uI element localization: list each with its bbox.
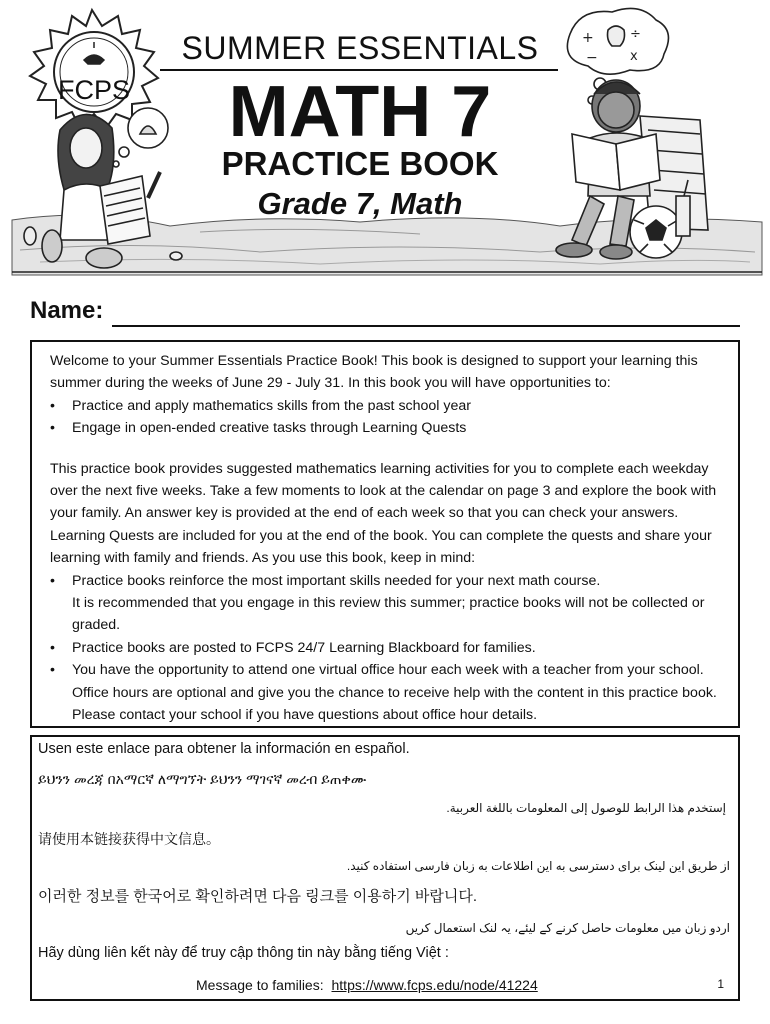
list-item: • Practice books reinforce the most important skills needed for your next math course. It is recommended that you engage in this review this summer; practice books will not be collected or graded. xyxy=(50,572,705,634)
chinese-link-text[interactable]: 请使用本链接获得中文信息。 xyxy=(38,831,220,847)
logo-text: FCPS xyxy=(57,75,131,105)
svg-text:x: x xyxy=(630,49,638,64)
arabic-link-text[interactable]: إستخدم هذا الرابط للوصول إلى المعلومات باللغة العربية. xyxy=(446,801,726,815)
farsi-link-text[interactable]: از طریق این لینک برای دسترسی به این اطلاعات به زبان فارسی استفاده کنید. xyxy=(346,859,730,873)
message-to-families xyxy=(196,977,538,993)
urdu-link-text[interactable]: اردو زبان میں معلومات حاصل کرنے کے لیئے، یہ لنک استعمال کریں xyxy=(405,921,730,935)
families-link[interactable]: https://www.fcps.edu/node/41224 xyxy=(331,977,538,993)
welcome-details: This practice book provides suggested mathematics learning activities for you to complete each weekday over the next five weeks. Take a few moments to look at the calendar on page 3 and explore the book with your family. An answer key is provided at the end of each week so that you can check your answers. Learning Quests are included for you at the end of the book. You can complete the quests and share your learning with family and friends. As you use this book, keep in mind: xyxy=(50,460,717,567)
language-links-box xyxy=(30,735,740,1001)
amharic-link-text[interactable]: ይህንን መረጃ በአማርኛ ለማግኘት ይህንን ማገናኛ መረብ ይጠቀሙ xyxy=(38,771,367,787)
list-item-continuation: It is recommended that you engage in this review this summer; practice books will not be collected or graded. xyxy=(72,595,705,634)
title-underline xyxy=(160,69,558,71)
vietnamese-link-text[interactable]: Hãy dùng liên kết này để truy cập thông tin này bằng tiếng Việt : xyxy=(38,945,449,961)
keep-in-mind-list xyxy=(50,570,724,727)
page-number: 1 xyxy=(717,977,724,991)
main-title: MATH 7 xyxy=(228,72,492,152)
welcome-intro: Welcome to your Summer Essentials Practice Book! This book is designed to support your learning this summer during the weeks of June 29 - July 31. In this book you will have opportunities to: xyxy=(50,353,698,392)
boy-reading-illustration xyxy=(556,8,708,259)
name-input-line[interactable] xyxy=(112,325,740,327)
list-item: • Engage in open-ended creative tasks through Learning Quests xyxy=(50,420,467,437)
korean-link-text[interactable]: 이러한 정보를 한국어로 확인하려면 다음 링크를 이용하기 바랍니다. xyxy=(38,888,478,905)
svg-text:−: − xyxy=(586,50,598,66)
name-label: Name: xyxy=(30,297,104,324)
list-item: • You have the opportunity to attend one virtual office hour each week with a teacher from your school. Office hours are optional and give you the chance to receive help with the content in this practice book. Please contact your school if you have questions about office hour details. xyxy=(50,662,717,724)
svg-text:+: + xyxy=(582,30,594,46)
soccer-ball-icon xyxy=(630,206,682,258)
opportunities-list xyxy=(50,395,724,440)
series-title: SUMMER ESSENTIALS xyxy=(181,30,539,66)
welcome-box xyxy=(30,340,740,728)
list-item: • Practice and apply mathematics skills from the past school year xyxy=(50,397,471,414)
svg-text:÷: ÷ xyxy=(630,27,641,42)
subtitle: PRACTICE BOOK xyxy=(221,145,499,182)
message-label: Message to families: xyxy=(196,977,324,993)
grade-label: Grade 7, Math xyxy=(257,186,463,221)
list-item: • Practice books are posted to FCPS 24/7 Learning Blackboard for families. xyxy=(50,639,536,656)
spanish-link-text[interactable]: Usen este enlace para obtener la información en español. xyxy=(38,741,410,757)
